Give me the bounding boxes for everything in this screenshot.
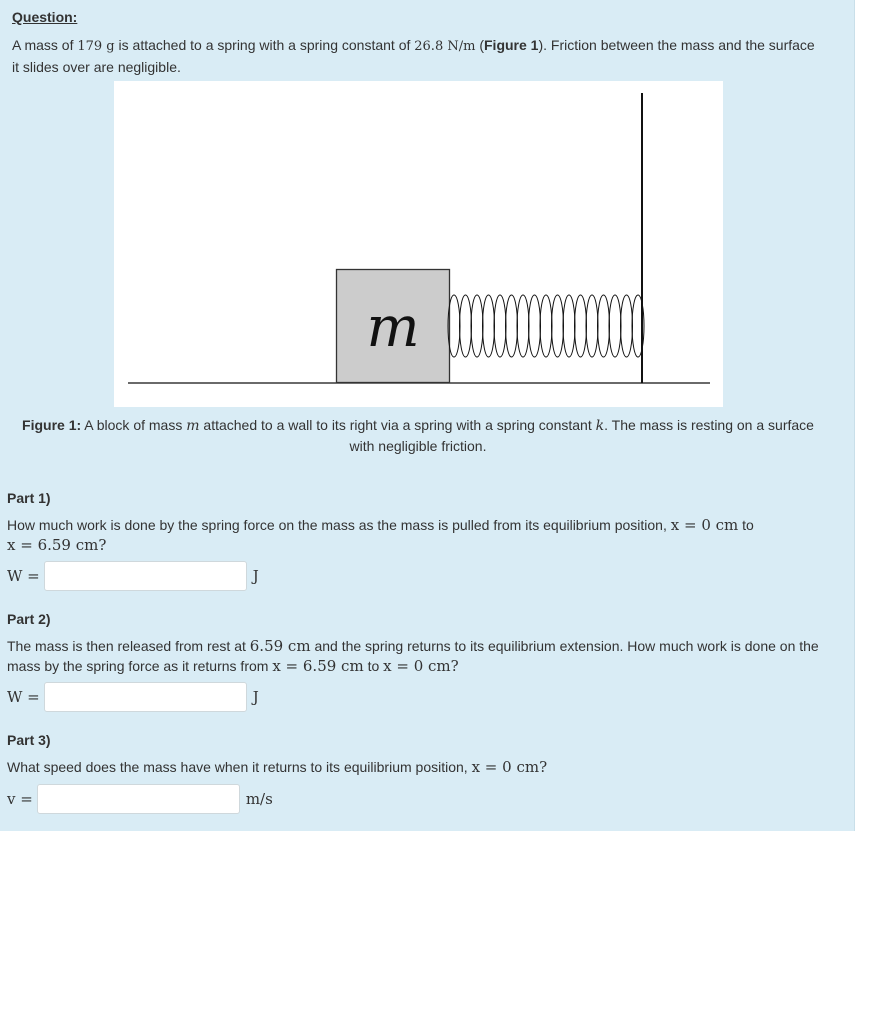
spring-coil [506, 295, 518, 357]
spring-coil [460, 295, 472, 357]
spring-coil [517, 295, 529, 357]
caption-label: Figure 1: [22, 417, 82, 433]
part-1-text-a: How much work is done by the spring force on the mass as the mass is pulled from its equilibrium position, [7, 517, 671, 533]
question-text-b: is attached to a spring with a spring constant of [114, 37, 415, 53]
part-3-question [7, 757, 822, 777]
part-2-answer-row [7, 682, 259, 712]
part-2-unit: J [252, 688, 259, 706]
part-3-answer-label: v = [7, 790, 33, 808]
question-text [12, 35, 822, 77]
part-1-answer-row [7, 561, 259, 591]
question-text-d: ). Friction between the mass and the surface it slides over are negligible. [12, 37, 815, 75]
spring-coil [563, 295, 575, 357]
part-1-title: Part 1) [7, 490, 51, 506]
figure-1 [114, 81, 723, 407]
part-3-text-a: What speed does the mass have when it returns to its equilibrium position, [7, 759, 472, 775]
figure-reference-link[interactable]: Figure 1 [484, 37, 539, 53]
spring-coil [621, 295, 633, 357]
part-2-math-c: x = 0 cm? [383, 657, 459, 675]
spring-coil [529, 295, 541, 357]
part-3-speed-input[interactable] [37, 784, 240, 814]
part-1-math-b: x = 6.59 cm? [7, 536, 107, 554]
part-1-work-input[interactable] [44, 561, 247, 591]
spring-coil [494, 295, 506, 357]
spring-coil [483, 295, 495, 357]
part-1-question [7, 515, 822, 555]
figure-caption [20, 415, 816, 456]
caption-text-b: attached to a wall to its right via a spring with a spring constant [199, 417, 596, 433]
part-3-math-a: x = 0 cm? [471, 758, 548, 776]
spring-constant-value: 26.8 N/m [414, 39, 476, 54]
spring [448, 295, 644, 357]
part-2-question [7, 636, 822, 676]
part-3-unit: m/s [245, 790, 273, 808]
question-heading: Question: [12, 9, 78, 25]
part-2-title: Part 2) [7, 611, 51, 627]
part-2-text-c: to [363, 658, 384, 674]
caption-k-symbol: k [595, 418, 605, 434]
part-1-math-a: x = 0 cm [670, 516, 739, 534]
question-text-c: ( [475, 37, 484, 53]
part-2-text-b: and the spring returns to its equilibrium extension. How much work is done on the mass by the spring force as it returns from [7, 638, 819, 674]
part-1-answer-label: W = [7, 567, 40, 585]
mass-value: 179 g [77, 39, 115, 54]
part-3-title: Part 3) [7, 732, 51, 748]
part-3-answer-row [7, 784, 273, 814]
part-2-text-a: The mass is then released from rest at [7, 638, 250, 654]
spring-mass-diagram [114, 81, 723, 407]
part-2-math-a: 6.59 cm [249, 637, 311, 655]
question-text-a: A mass of [12, 37, 78, 53]
part-1-text-b: to [738, 517, 754, 533]
caption-text-a: A block of mass [81, 417, 187, 433]
caption-text-c: . The mass is resting on a surface with negligible friction. [349, 417, 814, 454]
spring-coil [575, 295, 587, 357]
part-1-unit: J [252, 567, 259, 585]
spring-coil [540, 295, 552, 357]
spring-coil [609, 295, 621, 357]
spring-coil [598, 295, 610, 357]
spring-coil [471, 295, 483, 357]
part-2-math-b: x = 6.59 cm [272, 657, 364, 675]
part-2-answer-label: W = [7, 688, 40, 706]
spring-coil [552, 295, 564, 357]
spring-coil [586, 295, 598, 357]
part-2-work-input[interactable] [44, 682, 247, 712]
caption-mass-symbol: m [186, 418, 200, 434]
mass-block-label: m [366, 295, 420, 360]
